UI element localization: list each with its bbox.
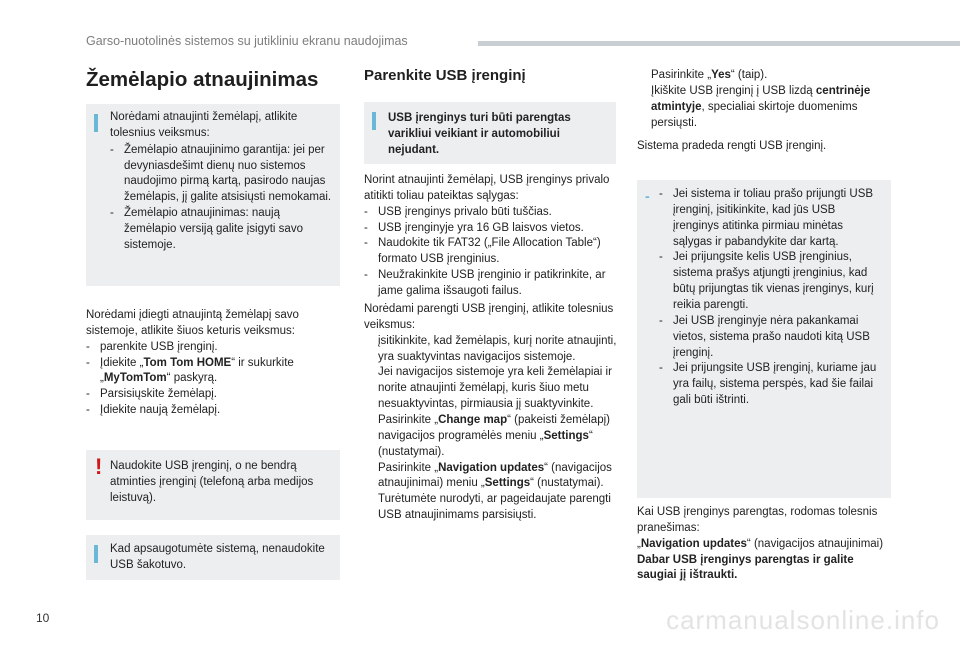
list-item: - Neužrakinkite USB įrenginio ir patikrinkite, ar jame galima išsaugoti failus. — [364, 269, 606, 298]
warning-box — [86, 450, 340, 520]
list-item: - Parsisiųskite žemėlapį. — [86, 388, 217, 401]
section-title-map-update: Žemėlapio atnaujinimas — [86, 68, 319, 91]
list-item: įsitikinkite, kad žemėlapis, kurį norite atnaujinti, yra suaktyvintas navigacijos sistemoje. Jei navigacijos sistemoje yra keli žemėlapiai ir norite atnaujinti žemėlapį, kuris šiuo metu nesuaktyvintas, pirmiausia jį suaktyvinkite. — [378, 334, 617, 411]
dash-icon: - — [645, 188, 650, 204]
list-item: - Žemėlapio atnaujinimas: naują žemėlapio versiją galite įsigyti savo sistemoje. — [110, 207, 303, 251]
list-item: - Įdiekite naują žemėlapį. — [86, 404, 221, 417]
watermark: carmanualsonline.info — [666, 605, 940, 636]
section-title-prepare-usb: Parenkite USB įrenginį — [364, 67, 526, 84]
note-text: USB įrenginys turi būti parengtas varikliui veikiant ir automobiliui nejudant. — [388, 112, 571, 156]
final-message-block — [637, 505, 893, 584]
list-item: Turėtumėte nurodyti, ar pageidaujate parengti USB atnaujinimams parsisiųsti. — [378, 493, 611, 522]
list-item: Pasirinkite „Yes“ (taip). — [651, 69, 768, 81]
list-item: - Jei sistema ir toliau prašo prijungti USB įrenginį, įsitikinkite, kad jūs USB įrenginys atitinka pirmiau minėtas sąlygas ir pabandykite dar kartą. — [659, 188, 874, 248]
info-icon — [372, 112, 376, 130]
list-item: - Įdiekite „Tom Tom HOME“ ir sukurkite „MyTomTom“ paskyrą. — [86, 356, 294, 385]
info-lead: Norėdami atnaujinti žemėlapį, atlikite tolesnius veiksmus: — [110, 111, 298, 139]
list-item: - parenkite USB įrenginį. — [86, 340, 218, 353]
system-ready-text: Sistema pradeda rengti USB įrenginį. — [637, 140, 827, 152]
info-icon — [94, 114, 98, 132]
list-item: Įkiškite USB įrenginį į USB lizdą centrinėje atmintyje, specialiai skirtoje duomenims persiųsti. — [651, 84, 871, 129]
conditions-block — [364, 173, 622, 300]
prepare-lead: Norėdami parengti USB įrenginį, atlikite tolesnius veiksmus: — [364, 303, 614, 331]
note-box — [364, 102, 616, 164]
list-item: - Žemėlapio atnaujinimo garantija: jei per devyniasdešimt dienų nuo sistemos naudojimo pirmą kartą, pasirodo naujas žemėlapis, jį galite atsisiųsti nemokamai. — [110, 143, 332, 204]
info-icon — [94, 545, 98, 563]
page-number: 10 — [36, 611, 50, 625]
steps-lead: Norėdami įdiegti atnaujintą žemėlapį savo sistemoje, atlikite šiuos keturis veiksmus: — [86, 309, 299, 337]
steps-block — [86, 308, 342, 419]
final-lead: Kai USB įrenginys parengtas, rodomas tolesnis pranešimas: — [637, 506, 878, 534]
list-item: - USB įrenginyje yra 16 GB laisvos vietos. — [364, 221, 584, 234]
warning-text: Naudokite USB įrenginį, o ne bendrą atminties įrenginį (telefoną arba medijos leistuvą). — [110, 460, 314, 504]
list-item: - Jei USB įrenginyje nėra pakankamai vietos, sistema prašo naudoti kitą USB įrenginį. — [659, 314, 870, 359]
prepare-block — [364, 302, 622, 524]
list-item: - Naudokite tik FAT32 („File Allocation Table“) formato USB įrenginius. — [364, 237, 601, 266]
info-box-hub — [86, 535, 340, 580]
list-item: Pasirinkite „Navigation updates“ (navigacijos atnaujinimai) meniu „Settings“ (nustatymai). — [378, 461, 612, 490]
steps-continued — [637, 68, 893, 131]
info-text: Kad apsaugotumėte sistemą, nenaudokite USB šakotuvo. — [110, 543, 325, 571]
list-item: - USB įrenginys privalo būti tuščias. — [364, 205, 552, 218]
list-item: Pasirinkite „Change map“ (pakeisti žemėlapį) navigacijos programėlės meniu „Settings“ (nustatymai). — [378, 414, 610, 458]
final-message-bold: Dabar USB įrenginys parengtas ir galite saugiai jį ištraukti. — [637, 553, 854, 582]
info-box-update — [86, 104, 340, 286]
warning-icon: ! — [95, 454, 103, 479]
conditions-lead: Norint atnaujinti žemėlapį, USB įrenginys privalo atitikti toliau pateiktas sąlygas: — [364, 174, 610, 202]
tips-box — [637, 180, 891, 498]
final-message: „Navigation updates“ (navigacijos atnaujinimai) — [637, 537, 884, 550]
header-bar — [478, 41, 960, 46]
list-item: - Jei prijungsite USB įrenginį, kuriame jau yra failų, sistema perspės, kad šie failai gali būti ištrinti. — [659, 362, 877, 407]
list-item: - Jei prijungsite kelis USB įrenginius, sistema prašys atjungti įrenginius, kad būtų prijungtas tik vienas įrenginys, kurį reikia parengti. — [659, 251, 874, 312]
page-header: Garso-nuotolinės sistemos su jutikliniu ekranu naudojimas — [86, 34, 408, 48]
